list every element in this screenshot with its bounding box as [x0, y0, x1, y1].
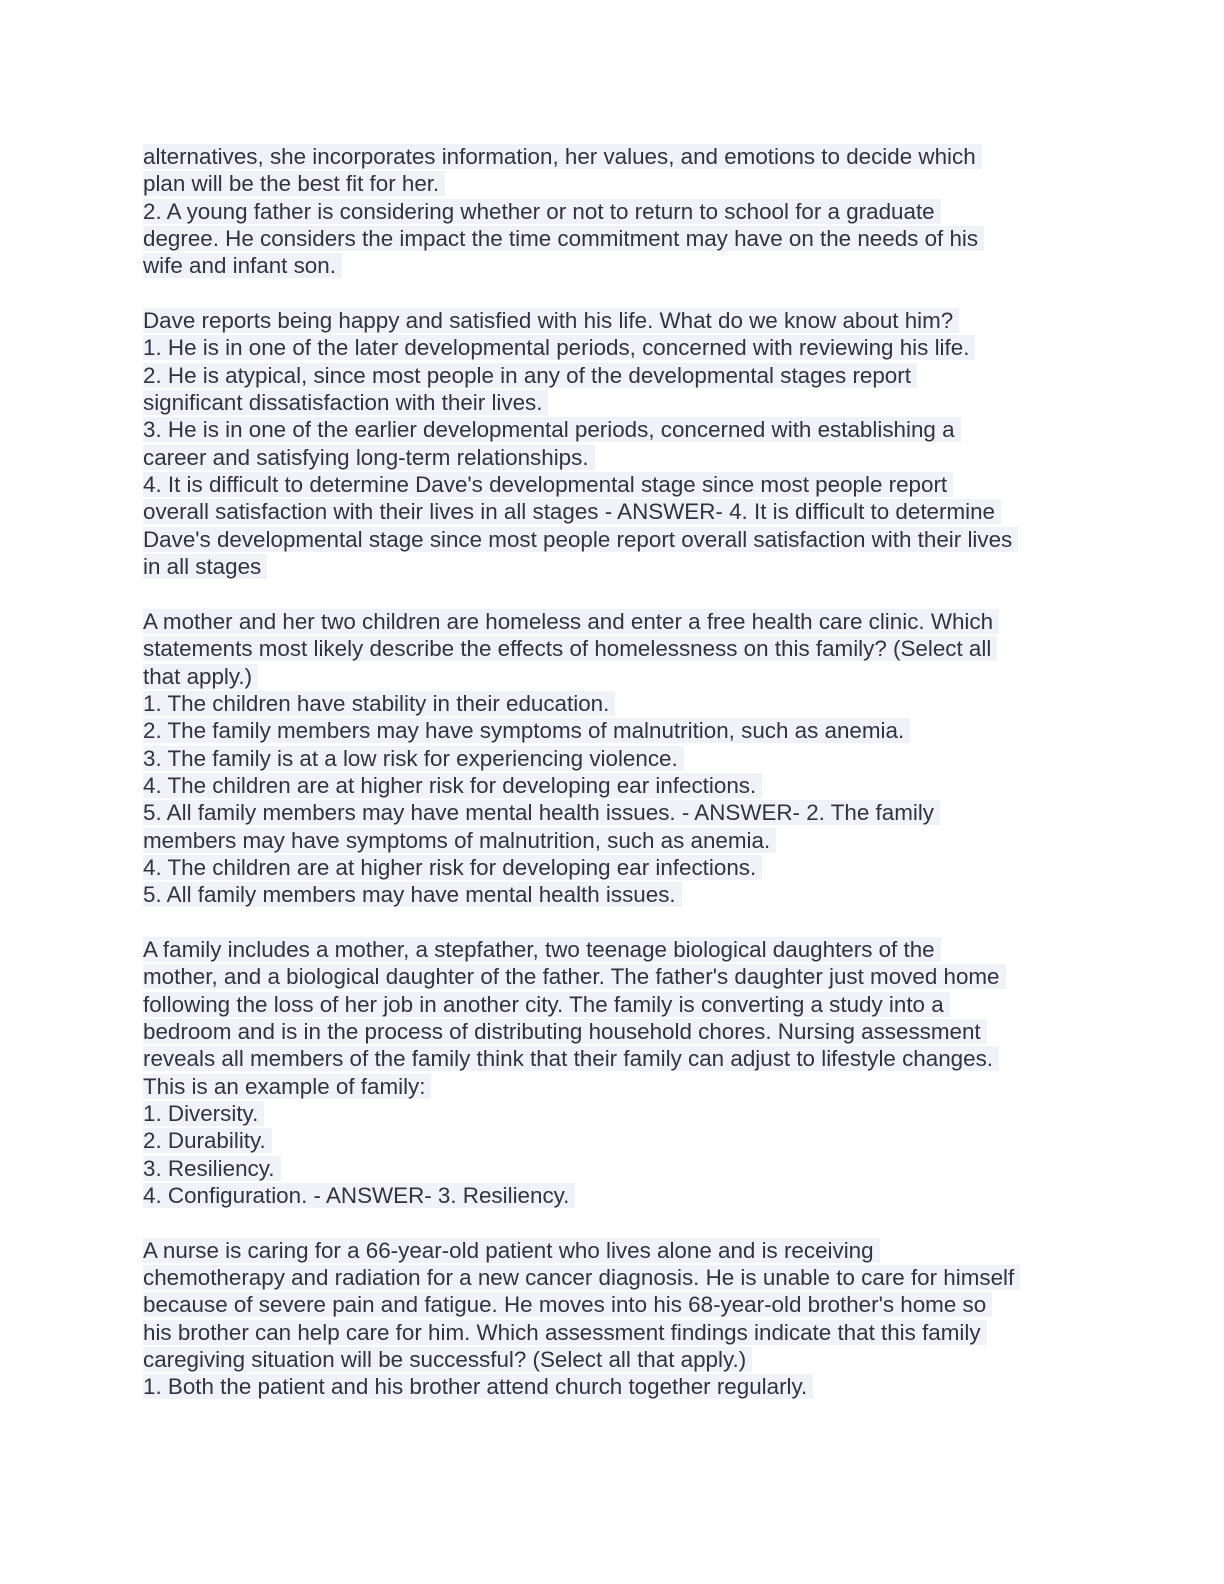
text-line: [143, 498, 1078, 525]
text-line-content: mother, and a biological daughter of the father. The father's daughter just moved home: [143, 964, 1006, 989]
text-line-content: 1. He is in one of the later developmental periods, concerned with reviewing his life.: [143, 335, 975, 360]
text-line-content: career and satisfying long-term relationships.: [143, 445, 595, 470]
text-line-content: in all stages: [143, 554, 267, 579]
text-line-content: 1. The children have stability in their education.: [143, 691, 615, 716]
text-line: [143, 362, 1078, 389]
text-line: [143, 252, 1078, 279]
paragraph-gap: [143, 909, 1078, 936]
text-line-content: 4. The children are at higher risk for developing ear infections.: [143, 855, 762, 880]
text-line: [143, 1155, 1078, 1182]
text-line: [143, 745, 1078, 772]
question-block: [143, 936, 1078, 1209]
text-line-content: 4. Configuration. - ANSWER- 3. Resiliency.: [143, 1183, 575, 1208]
text-line: [143, 1237, 1078, 1264]
text-line-content: overall satisfaction with their lives in all stages - ANSWER- 4. It is difficult to determine: [143, 499, 1001, 524]
paragraph-gap: [143, 280, 1078, 307]
text-line-content: statements most likely describe the effects of homelessness on this family? (Select all: [143, 636, 997, 661]
text-line: [143, 1018, 1078, 1045]
text-line-content: A nurse is caring for a 66-year-old patient who lives alone and is receiving: [143, 1238, 880, 1263]
document-page: [143, 143, 1078, 1401]
text-line: [143, 143, 1078, 170]
text-line-content: This is an example of family:: [143, 1074, 431, 1099]
text-line: [143, 1319, 1078, 1346]
text-line: [143, 608, 1078, 635]
text-line: [143, 690, 1078, 717]
text-line-content: chemotherapy and radiation for a new cancer diagnosis. He is unable to care for himself: [143, 1265, 1020, 1290]
text-line-content: 2. A young father is considering whether or not to return to school for a graduate: [143, 199, 941, 224]
text-line: [143, 198, 1078, 225]
text-line: [143, 553, 1078, 580]
text-line-content: 2. He is atypical, since most people in any of the developmental stages report: [143, 363, 917, 388]
text-line-content: following the loss of her job in another city. The family is converting a study into a: [143, 992, 950, 1017]
text-line: [143, 444, 1078, 471]
paragraph-gap: [143, 581, 1078, 608]
text-line: [143, 991, 1078, 1018]
text-line: [143, 1264, 1078, 1291]
text-line-content: that apply.): [143, 664, 258, 689]
text-line-content: wife and infant son.: [143, 253, 342, 278]
text-line: [143, 307, 1078, 334]
text-line: [143, 170, 1078, 197]
question-block: [143, 608, 1078, 909]
text-line-content: caregiving situation will be successful? (Select all that apply.): [143, 1347, 752, 1372]
text-line-content: 2. Durability.: [143, 1128, 272, 1153]
text-line: [143, 963, 1078, 990]
text-line: [143, 1373, 1078, 1400]
question-block: [143, 143, 1078, 280]
text-line-content: plan will be the best fit for her.: [143, 171, 445, 196]
text-line-content: 4. The children are at higher risk for developing ear infections.: [143, 773, 762, 798]
text-line-content: 5. All family members may have mental health issues.: [143, 882, 682, 907]
text-line-content: 3. He is in one of the earlier developmental periods, concerned with establishing a: [143, 417, 961, 442]
text-line-content: Dave's developmental stage since most people report overall satisfaction with their lives: [143, 527, 1018, 552]
text-line: [143, 1182, 1078, 1209]
question-block: [143, 307, 1078, 580]
text-line-content: degree. He considers the impact the time commitment may have on the needs of his: [143, 226, 984, 251]
text-line: [143, 936, 1078, 963]
text-line-content: his brother can help care for him. Which assessment findings indicate that this family: [143, 1320, 987, 1345]
text-line-content: 3. Resiliency.: [143, 1156, 281, 1181]
text-line: [143, 881, 1078, 908]
paragraph-gap: [143, 1209, 1078, 1236]
text-line: [143, 225, 1078, 252]
question-block: [143, 1237, 1078, 1401]
text-line: [143, 772, 1078, 799]
text-line: [143, 334, 1078, 361]
text-line: [143, 635, 1078, 662]
text-line: [143, 717, 1078, 744]
text-line-content: 1. Diversity.: [143, 1101, 264, 1126]
text-line-content: significant dissatisfaction with their lives.: [143, 390, 548, 415]
text-line-content: 3. The family is at a low risk for experiencing violence.: [143, 746, 684, 771]
text-line-content: 1. Both the patient and his brother attend church together regularly.: [143, 1374, 813, 1399]
text-line: [143, 827, 1078, 854]
text-line-content: reveals all members of the family think that their family can adjust to lifestyle changes.: [143, 1046, 999, 1071]
text-line-content: 5. All family members may have mental health issues. - ANSWER- 2. The family: [143, 800, 940, 825]
text-line: [143, 526, 1078, 553]
text-line: [143, 389, 1078, 416]
text-line: [143, 663, 1078, 690]
text-line: [143, 799, 1078, 826]
text-line: [143, 1100, 1078, 1127]
text-line: [143, 1291, 1078, 1318]
text-line: [143, 854, 1078, 881]
text-line-content: A mother and her two children are homeless and enter a free health care clinic. Which: [143, 609, 999, 634]
text-line: [143, 1346, 1078, 1373]
text-line: [143, 471, 1078, 498]
text-line: [143, 1127, 1078, 1154]
text-line-content: members may have symptoms of malnutrition, such as anemia.: [143, 828, 776, 853]
text-line-content: 4. It is difficult to determine Dave's developmental stage since most people report: [143, 472, 953, 497]
text-line: [143, 416, 1078, 443]
text-line: [143, 1073, 1078, 1100]
text-line-content: alternatives, she incorporates information, her values, and emotions to decide which: [143, 144, 982, 169]
text-line-content: A family includes a mother, a stepfather, two teenage biological daughters of the: [143, 937, 941, 962]
text-line-content: because of severe pain and fatigue. He moves into his 68-year-old brother's home so: [143, 1292, 992, 1317]
text-line-content: 2. The family members may have symptoms of malnutrition, such as anemia.: [143, 718, 910, 743]
text-line-content: bedroom and is in the process of distributing household chores. Nursing assessment: [143, 1019, 987, 1044]
text-line-content: Dave reports being happy and satisfied with his life. What do we know about him?: [143, 308, 959, 333]
text-line: [143, 1045, 1078, 1072]
